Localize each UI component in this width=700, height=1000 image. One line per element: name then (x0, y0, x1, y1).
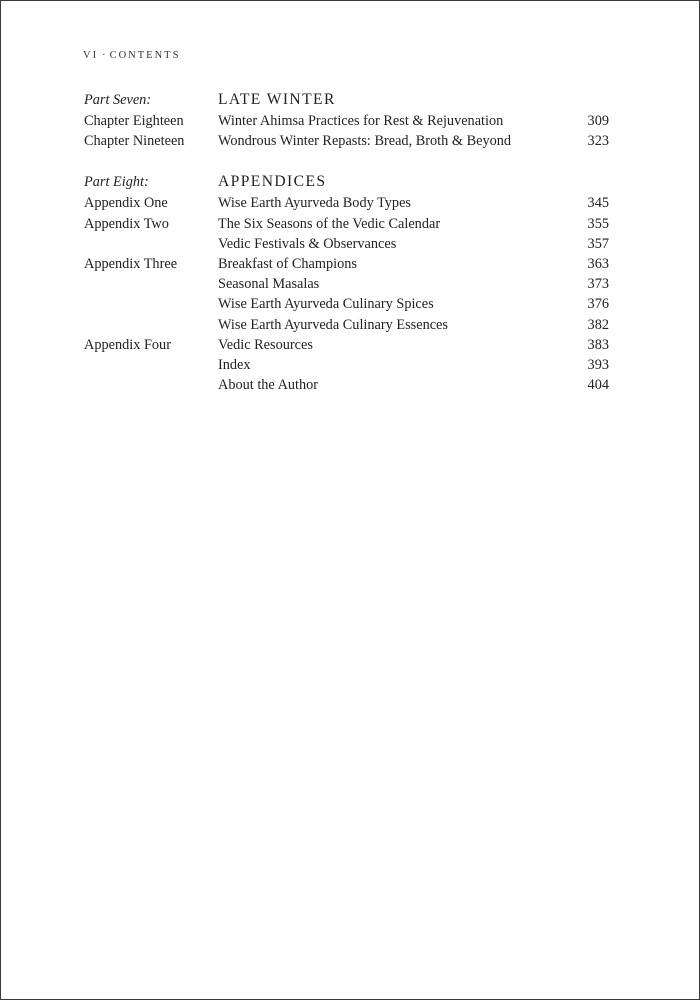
entry-page-number: 309 (587, 113, 609, 129)
toc-entry[interactable] (84, 254, 609, 274)
entry-label: Appendix Four (84, 336, 171, 353)
entry-label: Chapter Nineteen (84, 133, 185, 150)
entry-page-number: 355 (587, 215, 609, 232)
entry-title: The Six Seasons of the Vedic Calendar (218, 215, 441, 232)
entry-label: Appendix Two (84, 215, 169, 232)
entry-page-number: 393 (587, 356, 609, 373)
entry-title: Index (218, 356, 251, 373)
part-title: LATE WINTER (218, 91, 336, 108)
toc-entry[interactable] (84, 335, 609, 355)
toc-entry[interactable] (84, 214, 609, 234)
part-label: Part Eight: (84, 174, 149, 191)
entry-page-number: 382 (587, 316, 609, 333)
toc-entry[interactable] (84, 375, 609, 395)
toc-entry[interactable] (84, 355, 609, 375)
toc-entry[interactable] (84, 315, 609, 335)
entry-page-number: 357 (587, 235, 609, 252)
entry-title: Wise Earth Ayurveda Culinary Essences (218, 316, 448, 333)
section-title: CONTENTS (109, 50, 181, 61)
entry-title: Wise Earth Ayurveda Culinary Spices (218, 296, 434, 313)
toc-part-heading (84, 171, 609, 193)
folio-number: VI (83, 50, 99, 61)
part-title: APPENDICES (218, 173, 327, 191)
table-of-contents (84, 89, 609, 415)
entry-label: Chapter Eighteen (84, 113, 184, 129)
entry-page-number: 383 (587, 336, 609, 353)
part-label: Part Seven: (84, 92, 152, 108)
toc-part-heading (84, 89, 609, 111)
toc-entry[interactable] (84, 131, 609, 151)
toc-entry[interactable] (84, 193, 609, 213)
entry-title: About the Author (218, 377, 319, 394)
entry-page-number: 363 (587, 255, 609, 272)
entry-title: Wise Earth Ayurveda Body Types (218, 195, 411, 212)
entry-title: Vedic Festivals & Observances (218, 235, 397, 252)
toc-entry[interactable] (84, 274, 609, 294)
toc-part (84, 171, 609, 395)
toc-part (84, 89, 609, 151)
entry-title: Breakfast of Champions (218, 255, 357, 272)
entry-page-number: 376 (587, 296, 609, 313)
entry-title: Winter Ahimsa Practices for Rest & Rejuvenation (218, 113, 504, 129)
entry-title: Vedic Resources (218, 336, 313, 353)
toc-entry[interactable] (84, 234, 609, 254)
toc-entry[interactable] (84, 111, 609, 131)
entry-title: Seasonal Masalas (218, 276, 320, 293)
entry-page-number: 404 (587, 377, 609, 394)
running-head (83, 50, 180, 61)
entry-label: Appendix One (84, 195, 168, 212)
entry-page-number: 373 (587, 276, 609, 293)
entry-page-number: 345 (587, 195, 609, 212)
entry-page-number: 323 (587, 133, 609, 150)
entry-label: Appendix Three (84, 255, 178, 272)
entry-title: Wondrous Winter Repasts: Bread, Broth & Beyond (218, 133, 512, 150)
running-head-separator: · (102, 50, 106, 61)
toc-entry[interactable] (84, 294, 609, 314)
